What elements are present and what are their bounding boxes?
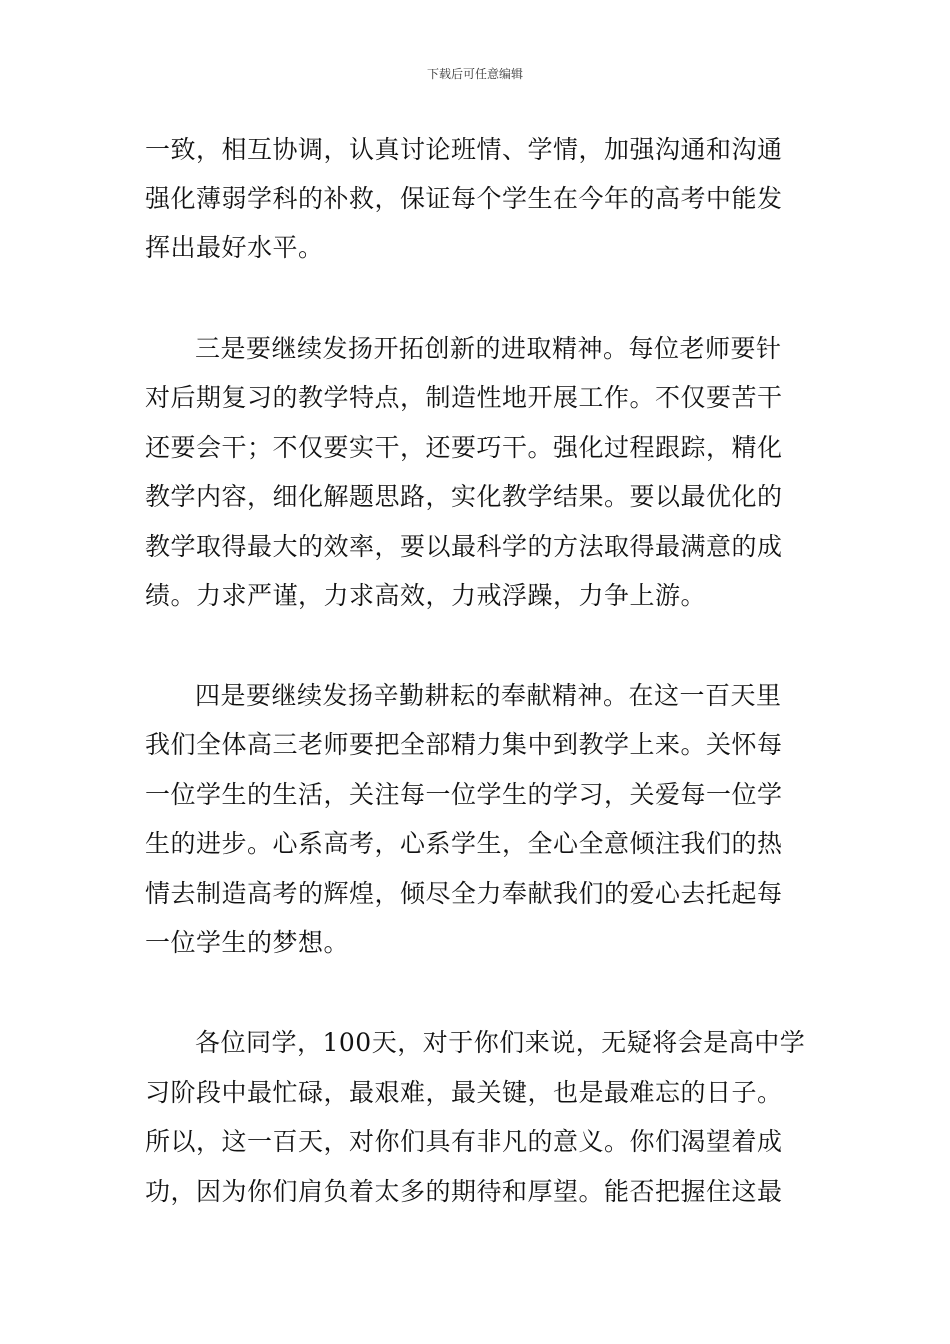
paragraph-1-line-2: 强化薄弱学科的补救，保证每个学生在今年的高考中能发 bbox=[145, 184, 783, 213]
paragraph-3-line-2: 我们全体高三老师要把全部精力集中到教学上来。关怀每 bbox=[145, 730, 783, 759]
paragraph-4-line-3: 所以，这一百天，对你们具有非凡的意义。你们渴望着成 bbox=[145, 1127, 783, 1156]
paragraph-4-line-1: 各位同学，100天，对于你们来说，无疑将会是高中学 bbox=[195, 1028, 806, 1057]
paragraph-4-line-4: 功，因为你们肩负着太多的期待和厚望。能否把握住这最 bbox=[145, 1177, 783, 1206]
paragraph-2-line-2: 对后期复习的教学特点，制造性地开展工作。不仅要苦干 bbox=[145, 383, 783, 412]
paragraph-3-line-6: 一位学生的梦想。 bbox=[145, 928, 350, 957]
paragraph-4-line-2: 习阶段中最忙碌，最艰难，最关键，也是最难忘的日子。 bbox=[145, 1078, 783, 1107]
paragraph-2-line-1: 三是要继续发扬开拓创新的进取精神。每位老师要针 bbox=[195, 334, 782, 363]
paragraph-1-line-1: 一致，相互协调，认真讨论班情、学情，加强沟通和沟通 bbox=[145, 135, 783, 164]
paragraph-3-line-3: 一位学生的生活，关注每一位学生的学习，关爱每一位学 bbox=[145, 780, 783, 809]
paragraph-2-line-3: 还要会干；不仅要实干，还要巧干。强化过程跟踪，精化 bbox=[145, 433, 783, 462]
paragraph-1-line-3: 挥出最好水平。 bbox=[145, 233, 324, 262]
paragraph-2-line-6: 绩。力求严谨，力求高效，力戒浮躁，力争上游。 bbox=[145, 581, 707, 610]
paragraph-2-line-5: 教学取得最大的效率，要以最科学的方法取得最满意的成 bbox=[145, 532, 783, 561]
paragraph-3-line-5: 情去制造高考的辉煌，倾尽全力奉献我们的爱心去托起每 bbox=[145, 879, 783, 908]
paragraph-2-line-4: 教学内容，细化解题思路，实化教学结果。要以最优化的 bbox=[145, 482, 783, 511]
page-header-note: 下载后可任意编辑 bbox=[426, 67, 523, 81]
paragraph-3-line-1: 四是要继续发扬辛勤耕耘的奉献精神。在这一百天里 bbox=[195, 681, 782, 710]
paragraph-3-line-4: 生的进步。心系高考，心系学生，全心全意倾注我们的热 bbox=[145, 829, 783, 858]
